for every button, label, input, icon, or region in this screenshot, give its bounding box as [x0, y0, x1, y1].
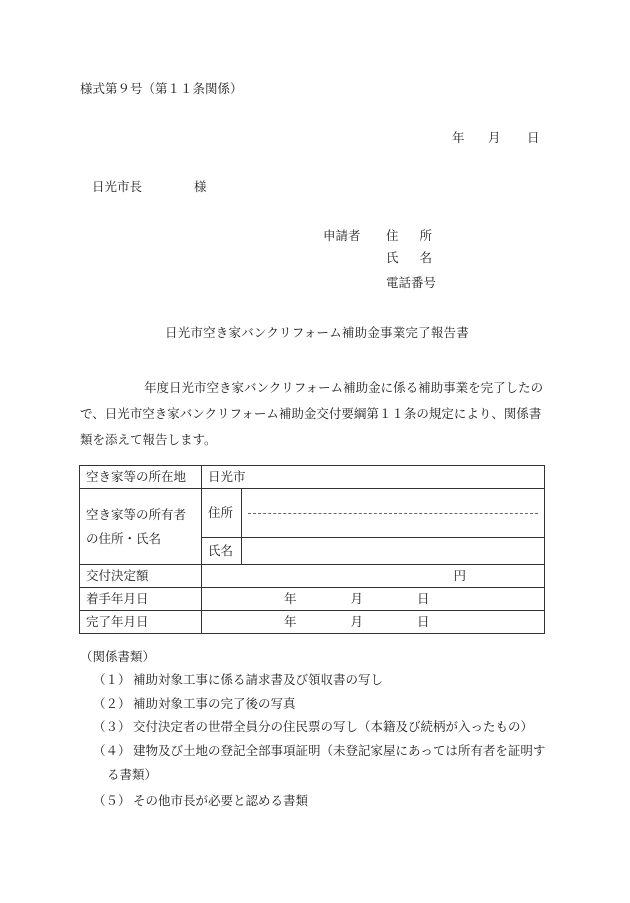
applicant-address-label: 住所: [386, 228, 454, 243]
owner-label-line2: の住所・氏名: [86, 530, 162, 546]
document-item-number: （５）: [93, 793, 131, 808]
table-row-start-date: [80, 588, 545, 611]
date-day-label: 日: [527, 130, 540, 145]
info-table: [79, 465, 545, 634]
end-date-cell: [202, 611, 545, 634]
document-item: [93, 674, 383, 687]
table-row-grant: [80, 565, 545, 588]
owner-address-dashed-line: [248, 513, 538, 514]
document-item: [93, 745, 545, 758]
applicant-phone-label: 電話番号: [386, 275, 437, 290]
document-item: [93, 795, 308, 808]
form-number: 様式第９号（第１１条関係）: [80, 81, 243, 96]
addressee-honorific: 様: [194, 179, 207, 194]
yen-label: 円: [453, 567, 466, 583]
owner-address-cell: [242, 489, 545, 538]
document-title: 日光市空き家バンクリフォーム補助金事業完了報告書: [165, 325, 469, 340]
table-row-location: [80, 466, 545, 489]
owner-label: [80, 489, 202, 565]
date-year-label: 年: [452, 130, 465, 145]
table-row-end-date: [80, 611, 545, 634]
start-month-label: 月: [350, 590, 364, 606]
end-year-label: 年: [284, 613, 297, 629]
start-year-label: 年: [284, 590, 297, 606]
document-item: [93, 721, 533, 734]
end-day-label: 日: [417, 613, 430, 629]
document-item-text: 交付決定者の世帯全員分の住民票の写し（本籍及び続柄が入ったもの）: [133, 719, 534, 734]
document-item-text: 補助対象工事の完了後の写真: [133, 696, 296, 711]
end-date-label: 完了年月日: [80, 611, 202, 634]
start-day-label: 日: [417, 590, 430, 606]
documents-heading: （関係書類）: [80, 649, 156, 664]
applicant-name-label: 氏名: [386, 250, 454, 265]
document-item-continuation: [107, 769, 157, 782]
body-paragraph: 年度日光市空き家バンクリフォーム補助金に係る補助事業を完了したので、日光市空き家バンクリフォーム補助金交付要綱第１１条の規定により、関係書類を添えて報告します。: [80, 380, 544, 447]
owner-name-label: 氏名: [202, 538, 242, 565]
end-month-label: 月: [350, 613, 364, 629]
applicant-label: 申請者: [323, 228, 361, 243]
location-label: 空き家等の所在地: [80, 466, 202, 489]
date-month-label: 月: [488, 130, 501, 145]
owner-address-label: 住所: [202, 489, 242, 538]
document-item-number: （４）: [93, 743, 131, 758]
location-value: 日光市: [202, 466, 545, 489]
grant-amount-label: 交付決定額: [80, 565, 202, 588]
addressee-name: 日光市長: [92, 179, 143, 194]
start-date-cell: [202, 588, 545, 611]
start-date-label: 着手年月日: [80, 588, 202, 611]
document-item-text: 建物及び土地の登記全部事項証明（未登記家屋にあっては所有者を証明す: [133, 743, 546, 758]
document-item-number: （２）: [93, 696, 131, 711]
table-row-owner-address: [80, 489, 545, 538]
grant-amount-cell: [202, 565, 545, 588]
document-item-text: 補助対象工事に係る請求書及び領収書の写し: [133, 672, 384, 687]
document-item-number: （３）: [93, 719, 131, 734]
owner-label-line1: 空き家等の所有者: [86, 506, 187, 522]
document-item-text: る書類）: [107, 767, 158, 782]
document-item-text: その他市長が必要と認める書類: [133, 793, 309, 808]
document-item-number: （１）: [93, 672, 131, 687]
owner-name-cell: [242, 538, 545, 565]
document-item: [93, 698, 296, 711]
